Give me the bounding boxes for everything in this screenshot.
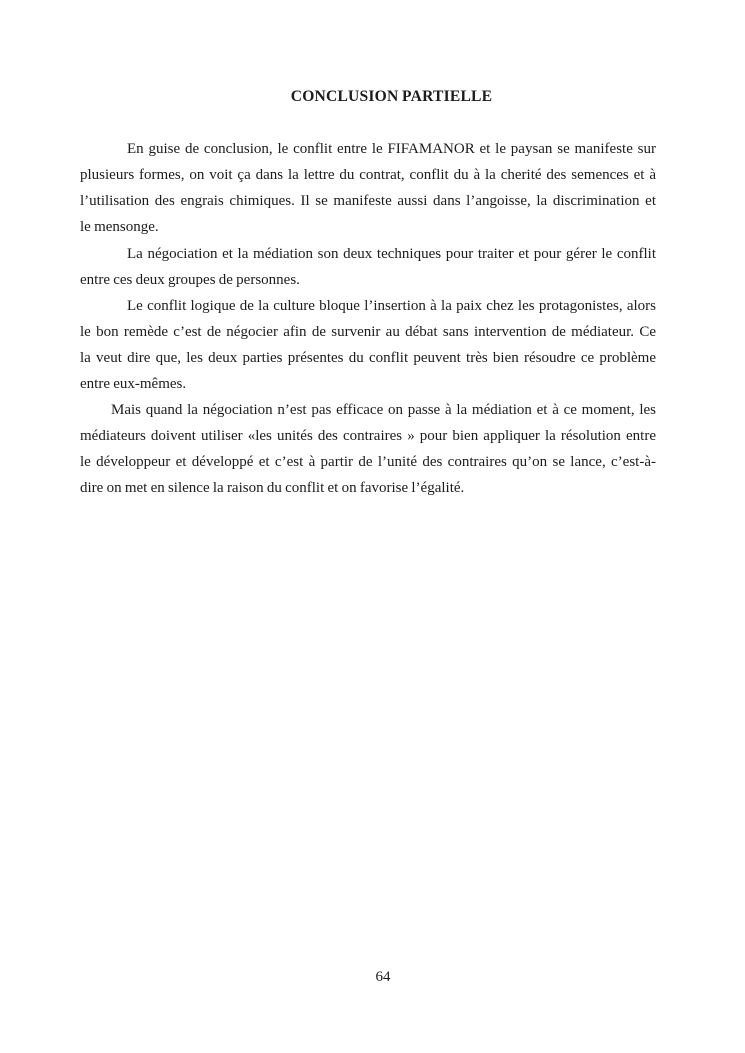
text-line: médiateurs doivent utiliser «les unités des contraires » pour bien appliquer la résolution entre (80, 428, 656, 445)
text-line: le bon remède c’est de négocier afin de survenir au débat sans intervention de médiateur. Ce (80, 323, 656, 340)
text-line: l’utilisation des engrais chimiques. Il se manifeste aussi dans l’angoisse, la discrimination et (80, 193, 656, 210)
text-line: dire on met en silence la raison du conflit et on favorise l’égalité. (80, 480, 465, 497)
document-content (80, 84, 656, 502)
text-line: plusieurs formes, on voit ça dans la lettre du contrat, conflit du à la cherité des semences et à (80, 167, 656, 184)
paragraph (80, 241, 656, 293)
document-body (80, 136, 656, 501)
section-title: CONCLUSION PARTIELLE (290, 88, 493, 105)
text-line: entre ces deux groupes de personnes. (80, 271, 300, 288)
paragraph (80, 293, 656, 397)
text-line: le mensonge. (80, 219, 159, 236)
text-line: la veut dire que, les deux parties présentes du conflit peuvent très bien résoudre ce problème (80, 349, 656, 366)
page-number: 64 (375, 969, 391, 985)
text-line: Le conflit logique de la culture bloque l’insertion à la paix chez les protagonistes, alors (127, 297, 656, 314)
paragraph (80, 397, 656, 501)
text-line: le développeur et développé et c’est à partir de l’unité des contraires qu’on se lance, c’est-à- (80, 454, 656, 471)
text-line: entre eux-mêmes. (80, 376, 187, 393)
text-line: La négociation et la médiation son deux techniques pour traiter et pour gérer le conflit (127, 245, 656, 262)
text-line: Mais quand la négociation n’est pas efficace on passe à la médiation et à ce moment, les (111, 402, 656, 419)
text-line: En guise de conclusion, le conflit entre le FIFAMANOR et le paysan se manifeste sur (127, 141, 656, 158)
paragraph (80, 136, 656, 240)
